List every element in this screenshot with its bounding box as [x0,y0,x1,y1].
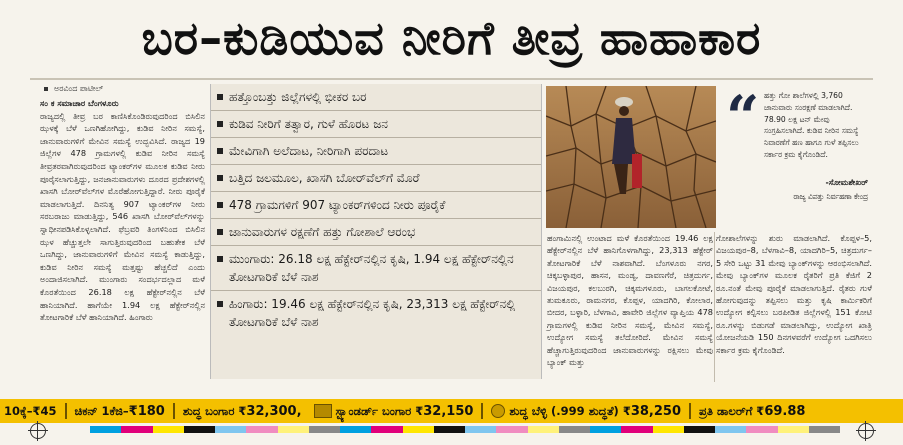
highlight-item: 478 ಗ್ರಾಮಗಳಿಗೆ 907 ಟ್ಯಾಂಕರ್‌ಗಳಿಂದ ನೀರು ಪೂರೈಕೆ [211,192,541,219]
article-column-4 [716,232,872,356]
article-column-3 [547,232,713,368]
byline-bullet-icon [44,87,48,91]
drought-photo [546,86,716,228]
byline-text: ಅರವಿಂದ ಪಾಟೀಲ್ [54,84,104,93]
highlight-item: ಹತ್ತೊಂಬತ್ತು ಜಿಲ್ಲೆಗಳಲ್ಲಿ ಭೀಕರ ಬರ [211,84,541,111]
headline-banner [0,0,903,78]
ticker-item-standard-gold [306,399,478,423]
ticker-dollar-value: 69.88 [764,403,806,419]
registration-mark-icon [30,423,46,439]
silver-coin-icon [491,404,505,418]
ticker-separator [173,403,175,419]
print-color-bar [90,426,840,433]
ticker-separator [689,403,691,419]
ticker-item-dollar [695,399,809,423]
ticker-pure-gold-label: ಶುದ್ಧ ಬಂಗಾರ ₹ [182,403,247,418]
gold-bar-icon [314,404,332,418]
highlight-item: ಜಾನುವಾರುಗಳ ರಕ್ಷಣೆಗೆ ಹತ್ತು ಗೋಶಾಲೆ ಆರಂಭ [211,219,541,246]
price-ticker [0,399,903,423]
article-text-4: ಗೋಶಾಲೆಗಳನ್ನು ಶುರು ಮಾಡಲಾಗಿದೆ. ಕೊಪ್ಪಳ–5, ವಿಜಯಪುರ–8, ಬೆಳಗಾವಿ–8, ಯಾದಗಿರಿ–5, ಚಿತ್ರದುರ್ಗ–5 ಸೇರಿ ಒಟ್ಟು 31 ಮೇವು ಬ್ಯಾಂಕ್‌ಗಳನ್ನು ಆರಂಭಿಸಲಾಗಿದೆ. ಮೇವು ಬ್ಯಾಂಕ್‌ಗಳ ಮೂಲಕ ರೈತರಿಗೆ ಪ್ರತಿ ಕೆಜಿಗೆ 2 ರೂ.ನಂತೆ ಮೇವು ಪೂರೈಕೆ ಮಾಡಲಾಗುತ್ತಿದೆ. ರೈತರು ಗುಳೆ ಹೋಗುವುದನ್ನು ತಪ್ಪಿಸಲು ಮತ್ತು ಕೃಷಿ ಕಾರ್ಮಿಕರಿಗೆ ಉದ್ಯೋಗ ಕಲ್ಪಿಸಲು ಬರಪೀಡಿತ ಜಿಲ್ಲೆಗಳಲ್ಲಿ 151 ಕೋಟಿ ರೂ.ಗಳನ್ನು ಬಿಡುಗಡೆ ಮಾಡಲಾಗಿದ್ದು, ಉದ್ಯೋಗ ಖಾತ್ರಿ ಯೋಜನೆಯಡಿ 150 ದಿನಗಳವರೆಗೆ ಉದ್ಯೋಗ ಒದಗಿಸಲು ಸರ್ಕಾರ ಕ್ರಮ ಕೈಗೊಂಡಿದೆ. [716,233,872,355]
ticker-item-pure-gold [179,399,306,423]
ticker-item-silver [487,399,685,423]
article-column-1 [40,97,205,324]
highlight-item: ಹಿಂಗಾರು: 19.46 ಲಕ್ಷ ಹೆಕ್ಟೇರ್‌ನಲ್ಲಿನ ಕೃಷಿ, 23,313 ಲಕ್ಷ ಹೆಕ್ಟೇರ್‌ನಲ್ಲಿ ತೋಟಗಾರಿಕೆ ಬೆಳೆ ನಾಶ [211,291,541,335]
column-divider [714,232,715,382]
ticker-silver-value: 38,250 [630,403,681,419]
quote-author: -ಸೋಮಶೇಖರ್ [825,178,868,187]
headline-rule [30,78,873,80]
article-text-1: ರಾಜ್ಯದಲ್ಲಿ ತೀವ್ರ ಬರ ಕಾಣಿಸಿಕೊಂಡಿರುವುದರಿಂದ ಬಿಸಿಲಿನ ಝಳಕ್ಕೆ ಬೆಳೆ ಒಣಗಿಹೋಗಿದ್ದು, ಕುಡಿವ ನೀರಿನ ಸಮಸ್ಯೆ, ಜಾನುವಾರುಗಳಿಗೆ ಮೇವಿನ ಸಮಸ್ಯೆ ಉದ್ಭವಿಸಿದೆ. ರಾಜ್ಯದ 19 ಜಿಲ್ಲೆಗಳ 478 ಗ್ರಾಮಗಳಲ್ಲಿ ಕುಡಿವ ನೀರಿನ ಸಮಸ್ಯೆ ತೀವ್ರತರವಾಗಿರುವುದರಿಂದ ಟ್ಯಾಂಕರ್‌ಗಳ ಮೂಲಕ ಕುಡಿವ ನೀರು ಪೂರೈಸಲಾಗುತ್ತಿದ್ದು, ಜನಜಾನುವಾರುಗಳು ದೂರದ ಪ್ರದೇಶಗಳಲ್ಲಿ ಖಾಸಗಿ ಬೋರ್‌ವೆಲ್‌ಗಳ ಮೊರೆಹೋಗುತ್ತಿದ್ದಾರೆ. ನೀರು ಪೂರೈಕೆ ಮಾಡಲಾಗುತ್ತಿದೆ. ದಿನನಿತ್ಯ 907 ಟ್ಯಾಂಕರ್‌ಗಳ ನೀರು ಸರಬರಾಜು ಮಾಡುತ್ತಿದ್ದು, 546 ಖಾಸಗಿ ಬೋರ್‌ವೆಲ್‌ಗಳನ್ನು ಸ್ವಾಧೀನಪಡಿಸಿಕೊಳ್ಳಲಾಗಿದೆ. ಫೆಬ್ರವರಿ ತಿಂಗಳಿನಿಂದ ಬಿಸಿಲಿನ ಝಳ ಹೆಚ್ಚುತ್ತಲೇ ಸಾಗುತ್ತಿರುವುದರಿಂದ ಬಹುತೇಕ ಬೆಳೆ ಒಣಗಿದ್ದು, ಜಾನುವಾರುಗಳಿಗೆ ಮೇವಿನ ಸಮಸ್ಯೆ ಕಾಡುತ್ತಿದ್ದು, ಕುಡಿವ ನೀರಿನ ಸಮಸ್ಯೆ ಮತ್ತಷ್ಟು ಹೆಚ್ಚಲಿದೆ ಎಂದು ಅಂದಾಜಿಸಲಾಗಿದೆ. ಮುಂಗಾರು ಸಂದರ್ಭದಲ್ಲಾದ ಮಳೆ ಕೊರತೆಯಿಂದ 26.18 ಲಕ್ಷ ಹೆಕ್ಟೇರ್‌ನಲ್ಲಿನ ಬೆಳೆ ಹಾನಿಯಾಗಿದೆ. ಹಾಗೆಯೇ 1.94 ಲಕ್ಷ ಹೆಕ್ಟೇರ್‌ನಲ್ಲಿನ ತೋಟಗಾರಿಕೆ ಬೆಳೆ ಹಾನಿಯಾಗಿದೆ. ಹಿಂಗಾರು [40,110,205,323]
ticker-item-chicken [71,399,169,423]
registration-mark-icon [858,423,874,439]
highlight-item: ಬತ್ತಿದ ಜಲಮೂಲ, ಖಾಸಗಿ ಬೋರ್‌ವೆಲ್‌ಗೆ ಮೊರೆ [211,165,541,192]
highlights-box [210,84,542,379]
ticker-chicken-value: ₹180 [128,403,165,419]
ticker-silver-label: ಶುದ್ಧ ಬೆಳ್ಳಿ (.999 ಶುದ್ಧತೆ) ₹ [509,403,631,418]
quote-text: ಹತ್ತು ಗೋ ಶಾಲೆಗಳಲ್ಲಿ 3,760 ಜಾನುವಾರು ಸಂರಕ್ಷಣೆ ಮಾಡಲಾಗಿದೆ. 78.90 ಲಕ್ಷ ಟನ್ ಮೇವು ಸಂಗ್ರಹಿಸಲಾಗಿದೆ. ಕುಡಿವ ನೀರಿನ ಸಮಸ್ಯೆ ನಿವಾರಣೆಗೆ ಹಣ ಹಾಗೂ ಗುಳೆ ತಪ್ಪಿಸಲು ಸರ್ಕಾರ ಕ್ರಮ ಕೈಗೊಂಡಿದೆ. [764,91,859,159]
quote-mark-icon: “ [726,83,760,151]
headline: ಬರ–ಕುಡಿಯುವ ನೀರಿಗೆ ತೀವ್ರ ಹಾಹಾಕಾರ [141,11,762,65]
article-text-3: ಹಂಗಾಮಿನಲ್ಲಿ ಉಂಟಾದ ಮಳೆ ಕೊರತೆಯಿಂದ 19.46 ಲಕ್ಷ ಹೆಕ್ಟೇರ್‌ನಲ್ಲಿನ ಬೆಳೆ ಹಾನಿಗೊಳಗಾಗಿದ್ದು, 23,313 ಹೆಕ್ಟೇರ್ ತೋಟಗಾರಿಕೆ ಬೆಳೆ ನಾಶವಾಗಿದೆ. ಬೆಂಗಳೂರು ನಗರ, ಚಿಕ್ಕಬಳ್ಳಾಪುರ, ಹಾಸನ, ಮಂಡ್ಯ, ದಾವಣಗೆರೆ, ಚಿತ್ರದುರ್ಗ, ವಿಜಯಪುರ, ಕಲಬುರಗಿ, ಚಿಕ್ಕಮಗಳೂರು, ಬಾಗಲಕೋಟೆ, ತುಮಕೂರು, ರಾಮನಗರ, ಕೊಪ್ಪಳ, ಯಾದಗಿರಿ, ಕೋಲಾರ, ಬೀದರ, ಬಳ್ಳಾರಿ, ಬೆಳಗಾವಿ, ಹಾವೇರಿ ಜಿಲ್ಲೆಗಳ ವ್ಯಾಪ್ತಿಯ 478 ಗ್ರಾಮಗಳಲ್ಲಿ ಕುಡಿವ ನೀರಿನ ಸಮಸ್ಯೆ, ಮೇವಿನ ಸಮಸ್ಯೆ, ಉದ್ಯೋಗ ಸಮಸ್ಯೆ ತಲೆದೋರಿದೆ. ಮೇವಿನ ಸಮಸ್ಯೆ ಹೆಚ್ಚಾಗುತ್ತಿರುವುದರಿಂದ ಜಾನುವಾರುಗಳನ್ನು ರಕ್ಷಿಸಲು ಮೇವು ಬ್ಯಾಂಕ್ ಮತ್ತು [547,233,713,368]
byline [44,84,103,94]
ticker-pure-gold-value: 32,300, [246,403,302,419]
highlight-item: ಕುಡಿವ ನೀರಿಗೆ ತತ್ವಾರ, ಗುಳೆ ಹೊರಟ ಜನ [211,111,541,138]
ticker-separator [65,403,67,419]
quote-author-role: ರಾಜ್ಯ ವಿಪತ್ತು ನಿರ್ವಹಣಾ ಕೇಂದ್ರ [793,192,868,201]
highlight-item: ಮುಂಗಾರು: 26.18 ಲಕ್ಷ ಹೆಕ್ಟೇರ್‌ನಲ್ಲಿನ ಕೃಷಿ, 1.94 ಲಕ್ಷ ಹೆಕ್ಟೇರ್‌ನಲ್ಲಿನ ತೋಟಗಾರಿಕೆ ಬೆಳೆ ನಾಶ [211,246,541,291]
dateline: ಸಂ ಕ ಸಮಾಚಾರ ಬೆಂಗಳೂರು [40,98,119,108]
quote-box [722,83,868,228]
ticker-standard-gold-label: ಸ್ಟ್ಯಾಂಡರ್ಡ್ ಬಂಗಾರ ₹ [335,403,424,418]
ticker-dollar-label: ಪ್ರತಿ ಡಾಲರ್‌ಗೆ ₹ [699,403,765,418]
ticker-eggs-text: 10ಕ್ಕೆ–₹45 [4,403,57,418]
cracked-earth-image [546,86,716,228]
ticker-item-eggs [0,399,61,423]
ticker-separator [481,403,483,419]
ticker-standard-gold-value: 32,150 [423,403,474,419]
ticker-chicken-label: ಚಿಕನ್ 1ಕೆಜಿ– [74,403,129,418]
highlight-item: ಮೇವಿಗಾಗಿ ಅಲೆದಾಟ, ನೀರಿಗಾಗಿ ಪರದಾಟ [211,138,541,165]
